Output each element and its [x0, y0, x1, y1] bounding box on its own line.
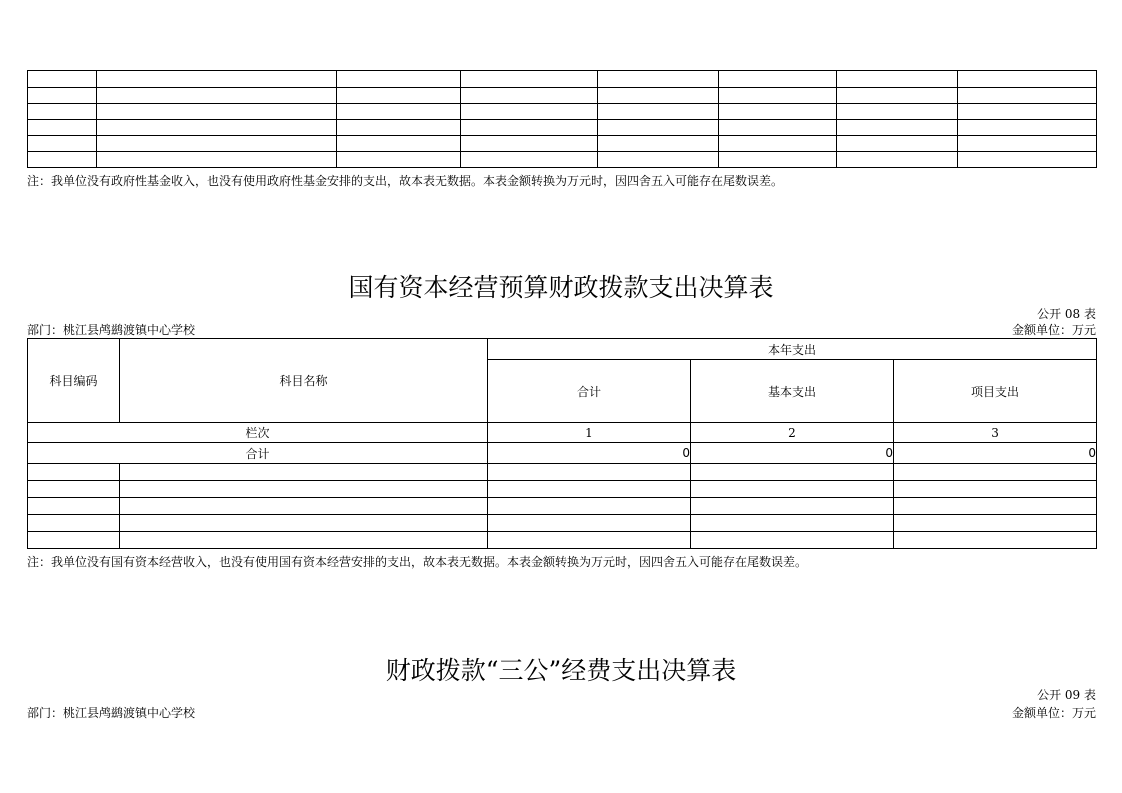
table08-title: 国有资本经营预算财政拨款支出决算表: [348, 273, 774, 302]
table-row: [28, 515, 1097, 532]
header-subject-code: 科目编码: [28, 339, 120, 423]
table08: [27, 338, 1097, 549]
header-subject-name: 科目名称: [120, 339, 488, 423]
column-index-label: 栏次: [28, 423, 488, 443]
table08-department: 部门：桃江县鸬鹚渡镇中心学校: [27, 323, 196, 337]
table09-code: 公开 09 表: [1037, 688, 1096, 702]
header-project: 项目支出: [894, 360, 1097, 423]
total-value: 0: [488, 443, 691, 464]
table08-note: 注：我单位没有国有资本经营收入，也没有使用国有资本经营安排的支出，故本表无数据。本表金额转换为万元时，因四舍五入可能存在尾数误差。: [27, 555, 808, 569]
table-row: [28, 498, 1097, 515]
header-current-year-expenditure: 本年支出: [488, 339, 1097, 360]
table-row: [28, 120, 1097, 136]
prev-table-note: 注：我单位没有政府性基金收入，也没有使用政府性基金安排的支出，故本表无数据。本表金额转换为万元时，因四舍五入可能存在尾数误差。: [27, 174, 784, 188]
table-row-total: [28, 443, 1097, 464]
header-basic: 基本支出: [691, 360, 894, 423]
table-row: [28, 71, 1097, 88]
table-row: [28, 88, 1097, 104]
table08-unit: 金额单位：万元: [1011, 323, 1096, 337]
prev-table: [27, 70, 1097, 168]
table-row: [28, 136, 1097, 152]
table09-department: 部门：桃江县鸬鹚渡镇中心学校: [27, 706, 196, 720]
table-header-row: [28, 339, 1097, 360]
project-value: 0: [894, 443, 1097, 464]
column-index-3: 3: [894, 423, 1097, 443]
table-row: [28, 152, 1097, 168]
total-label: 合计: [28, 443, 488, 464]
table09-unit: 金额单位：万元: [1011, 706, 1096, 720]
table-row: [28, 464, 1097, 481]
table09-title: 财政拨款“三公”经费支出决算表: [385, 656, 737, 685]
column-index-1: 1: [488, 423, 691, 443]
table-row: [28, 481, 1097, 498]
basic-value: 0: [691, 443, 894, 464]
header-total: 合计: [488, 360, 691, 423]
table-row: [28, 532, 1097, 549]
table-row: [28, 104, 1097, 120]
table-row-column-index: [28, 423, 1097, 443]
table08-code: 公开 08 表: [1037, 307, 1096, 321]
column-index-2: 2: [691, 423, 894, 443]
